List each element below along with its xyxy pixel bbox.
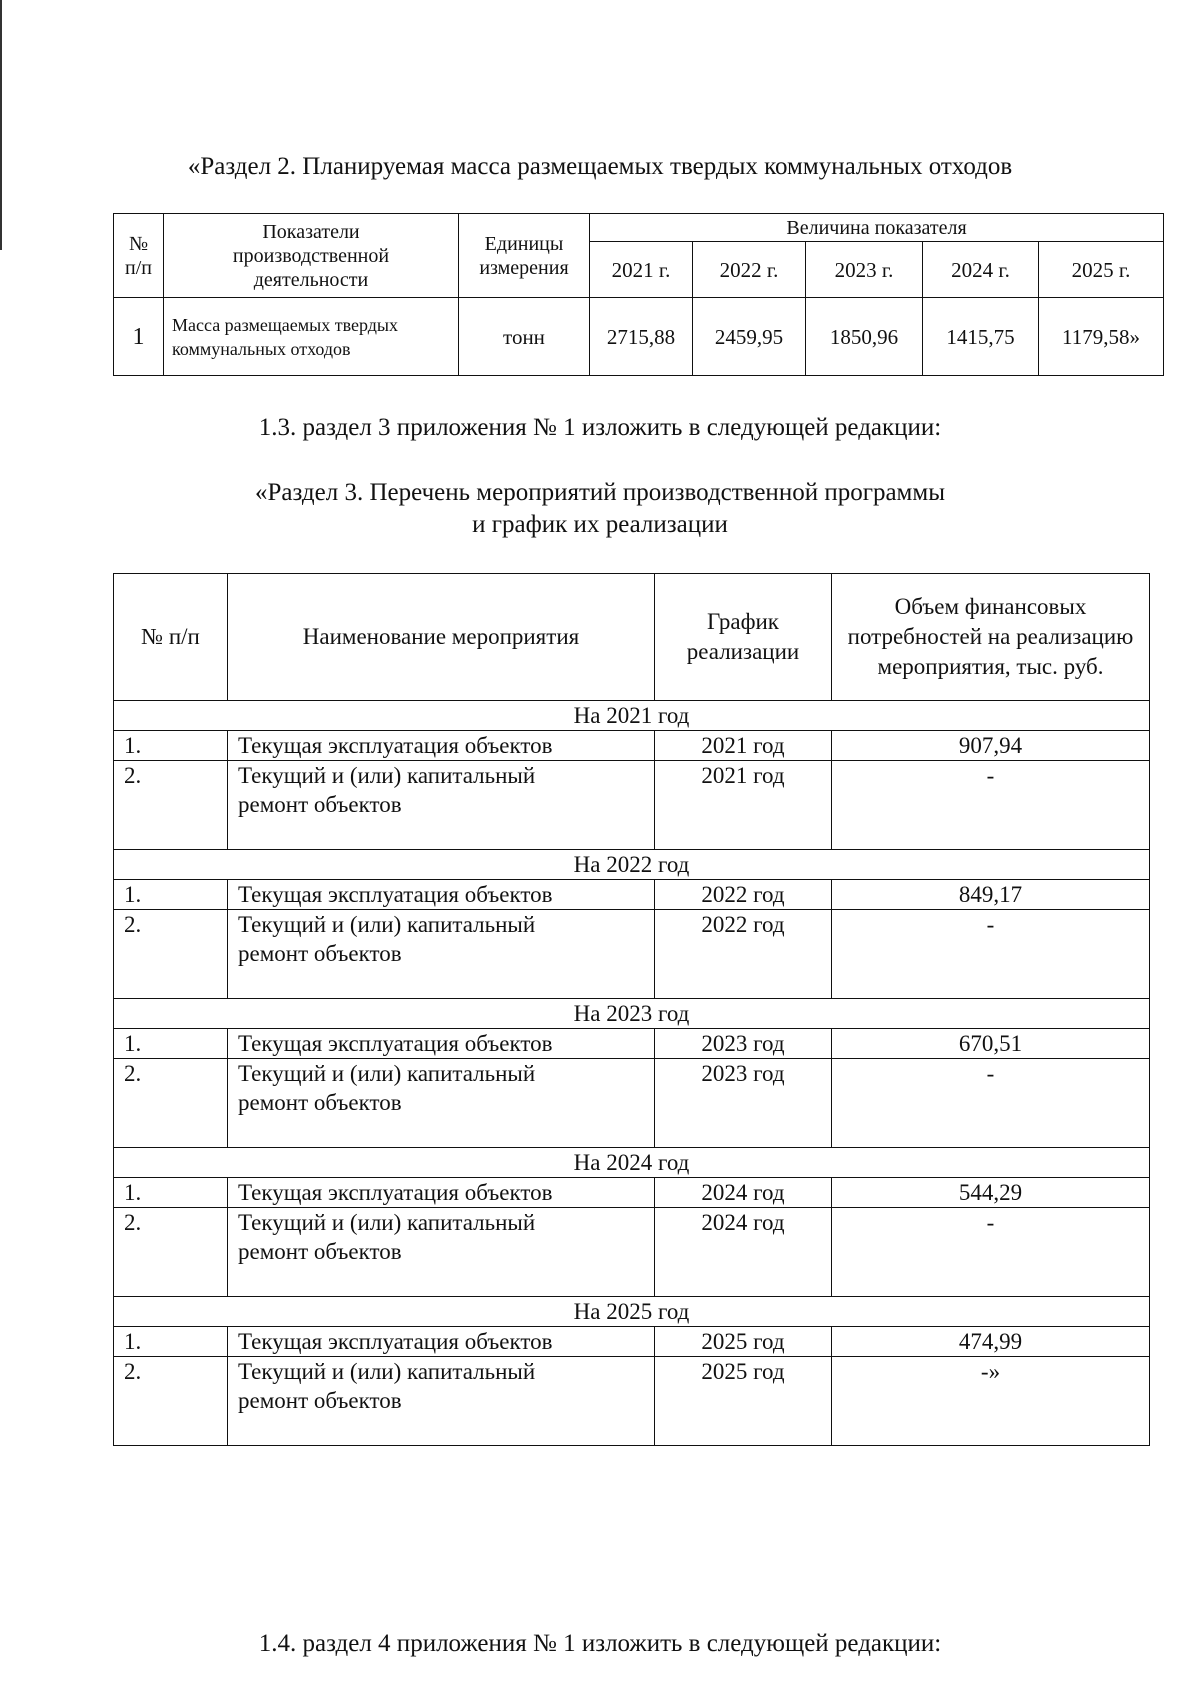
row-indicator: Масса размещаемых твердых коммунальных отходов	[164, 298, 459, 376]
row-num: 2.	[114, 910, 228, 999]
row-amount: -	[832, 1208, 1150, 1297]
col-header-year: 2025 г.	[1039, 242, 1164, 298]
row-num: 1.	[114, 1178, 228, 1208]
row-name: Текущий и (или) капитальный ремонт объектов	[228, 1357, 655, 1446]
row-name: Текущая эксплуатация объектов	[228, 731, 655, 761]
row-amount: 474,99	[832, 1327, 1150, 1357]
col-header-indicator: Показатели производственной деятельности	[164, 214, 459, 298]
production-mass-table	[113, 213, 1164, 376]
year-section-title: На 2022 год	[114, 850, 1150, 880]
row-name: Текущая эксплуатация объектов	[228, 1029, 655, 1059]
col-header-year: 2021 г.	[590, 242, 693, 298]
row-amount: -	[832, 1059, 1150, 1148]
row-name: Текущий и (или) капитальный ремонт объектов	[228, 910, 655, 999]
row-name: Текущая эксплуатация объектов	[228, 1327, 655, 1357]
row-name: Текущий и (или) капитальный ремонт объектов	[228, 1059, 655, 1148]
row-schedule: 2022 год	[655, 880, 832, 910]
row-num: 2.	[114, 1208, 228, 1297]
row-schedule: 2022 год	[655, 910, 832, 999]
paragraph-1-3: 1.3. раздел 3 приложения № 1 изложить в следующей редакции:	[258, 414, 942, 441]
row-schedule: 2023 год	[655, 1029, 832, 1059]
col-header-year: 2024 г.	[923, 242, 1039, 298]
row-amount: -	[832, 761, 1150, 850]
row-name: Текущий и (или) капитальный ремонт объектов	[228, 761, 655, 850]
row-schedule: 2025 год	[655, 1357, 832, 1446]
row-num: 2.	[114, 1059, 228, 1148]
col-header-schedule: График реализации	[655, 574, 832, 701]
year-section-title: На 2024 год	[114, 1148, 1150, 1178]
col-header-value-group: Величина показателя	[590, 214, 1164, 242]
paragraph-1-4: 1.4. раздел 4 приложения № 1 изложить в следующей редакции:	[258, 1630, 942, 1657]
row-num: 1	[114, 298, 164, 376]
row-unit: тонн	[459, 298, 590, 376]
row-amount: 907,94	[832, 731, 1150, 761]
row-value: 2459,95	[693, 298, 806, 376]
row-name: Текущая эксплуатация объектов	[228, 880, 655, 910]
row-num: 1.	[114, 1327, 228, 1357]
col-header-year: 2022 г.	[693, 242, 806, 298]
row-schedule: 2024 год	[655, 1208, 832, 1297]
row-value: 1850,96	[806, 298, 923, 376]
row-amount: 544,29	[832, 1178, 1150, 1208]
row-amount: 670,51	[832, 1029, 1150, 1059]
row-amount: -»	[832, 1357, 1150, 1446]
col-header-name: Наименование мероприятия	[228, 574, 655, 701]
row-schedule: 2024 год	[655, 1178, 832, 1208]
row-amount: -	[832, 910, 1150, 999]
row-amount: 849,17	[832, 880, 1150, 910]
col-header-num: № п/п	[114, 214, 164, 298]
year-section-title: На 2021 год	[114, 701, 1150, 731]
row-value: 2715,88	[590, 298, 693, 376]
row-name: Текущий и (или) капитальный ремонт объектов	[228, 1208, 655, 1297]
year-section-title: На 2023 год	[114, 999, 1150, 1029]
row-value: 1179,58»	[1039, 298, 1164, 376]
row-value: 1415,75	[923, 298, 1039, 376]
section3-title-line2: и график их реализации	[472, 511, 728, 538]
activities-table	[113, 573, 1150, 1446]
row-schedule: 2025 год	[655, 1327, 832, 1357]
col-header-year: 2023 г.	[806, 242, 923, 298]
row-num: 1.	[114, 731, 228, 761]
year-section-title: На 2025 год	[114, 1297, 1150, 1327]
row-num: 2.	[114, 1357, 228, 1446]
row-schedule: 2021 год	[655, 761, 832, 850]
row-num: 1.	[114, 1029, 228, 1059]
row-num: 2.	[114, 761, 228, 850]
row-schedule: 2023 год	[655, 1059, 832, 1148]
section2-title: «Раздел 2. Планируемая масса размещаемых твердых коммунальных отходов	[187, 153, 1013, 180]
col-header-units: Единицы измерения	[459, 214, 590, 298]
row-schedule: 2021 год	[655, 731, 832, 761]
section3-title-line1: «Раздел 3. Перечень мероприятий производственной программы	[255, 479, 945, 506]
row-num: 1.	[114, 880, 228, 910]
scan-edge-line	[0, 0, 2, 250]
row-name: Текущая эксплуатация объектов	[228, 1178, 655, 1208]
col-header-amount: Объем финансовых потребностей на реализацию мероприятия, тыс. руб.	[832, 574, 1150, 701]
col-header-num: № п/п	[114, 574, 228, 701]
